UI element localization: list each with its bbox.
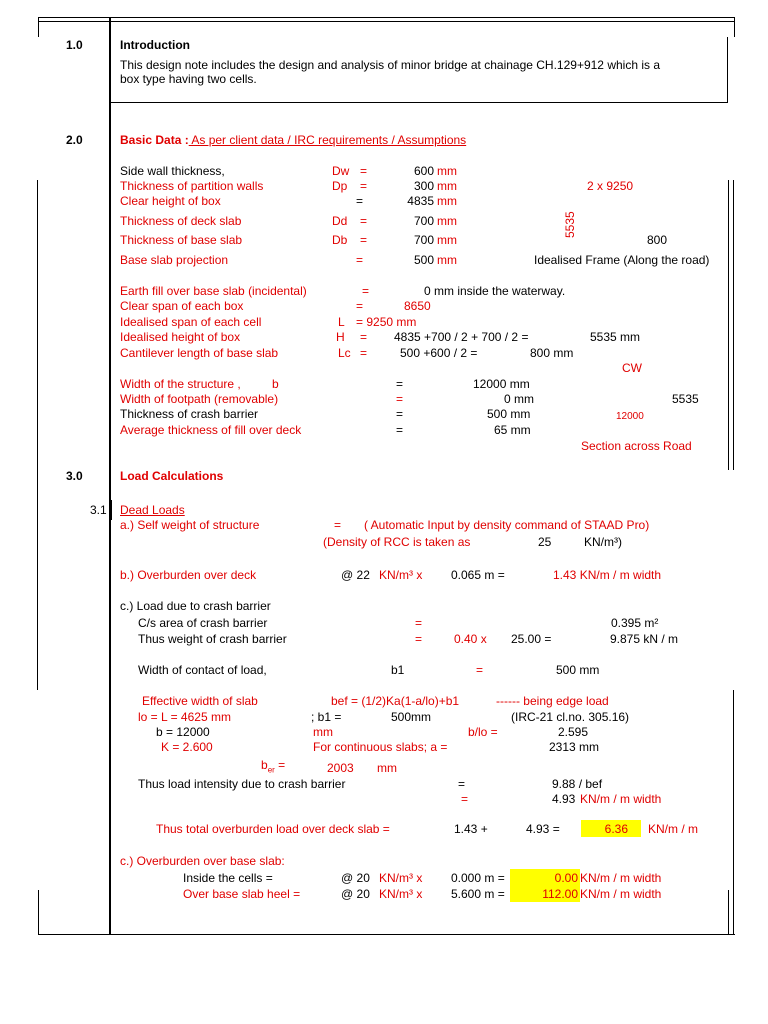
load-intensity-eq-2: = bbox=[461, 792, 469, 806]
row-base-slab-eq: = bbox=[360, 233, 368, 247]
ber-b: b bbox=[261, 758, 268, 772]
row-side-wall-eq: = bbox=[360, 164, 368, 178]
left-border-bottom bbox=[38, 890, 39, 935]
height-eq: = bbox=[360, 330, 368, 344]
row-partition-label: Thickness of partition walls bbox=[120, 179, 264, 193]
crash-barrier-weight-b: 25.00 = bbox=[511, 632, 552, 646]
divider-vertical bbox=[109, 17, 111, 935]
section-3-title: Load Calculations bbox=[120, 469, 224, 483]
base-heel-result-unit: KN/m / m width bbox=[580, 887, 662, 901]
row-partition-unit: mm bbox=[437, 179, 457, 193]
subsection-number: 3.1 bbox=[90, 503, 107, 517]
row-partition-eq: = bbox=[360, 179, 368, 193]
section-caption: Section across Road bbox=[581, 439, 692, 453]
total-overburden-label: Thus total overburden load over deck slab = bbox=[156, 822, 390, 836]
frame-cantilever-label: 800 bbox=[647, 233, 668, 247]
contact-width-symbol: b1 bbox=[391, 663, 405, 677]
contact-width-value: 500 mm bbox=[556, 663, 600, 677]
load-intensity-value: 9.88 / bef bbox=[552, 777, 603, 791]
left-border bbox=[38, 17, 39, 37]
density-value: 25 bbox=[538, 535, 552, 549]
section-2-title bbox=[120, 133, 466, 147]
row-side-wall-value: 600 bbox=[413, 164, 434, 178]
row-base-projection-label: Base slab projection bbox=[120, 253, 229, 267]
inside-cells-result-unit: KN/m / m width bbox=[580, 871, 662, 885]
crash-barrier-weight-result: 9.875 kN / m bbox=[610, 632, 679, 646]
row-clear-height-value: 4835 bbox=[407, 194, 434, 208]
earth-fill-value: 0 mm inside the waterway. bbox=[424, 284, 566, 298]
cw-label: CW bbox=[622, 361, 642, 375]
base-heel-unit: KN/m³ x bbox=[379, 887, 423, 901]
intro-box-right bbox=[727, 37, 728, 103]
height-result: 5535 mm bbox=[590, 330, 641, 344]
crash-barrier-load-label: c.) Load due to crash barrier bbox=[120, 599, 271, 613]
continuous-slab-note: For continuous slabs; a = bbox=[313, 740, 448, 754]
width-structure-eq: = bbox=[396, 377, 404, 391]
section-1-number: 1.0 bbox=[66, 38, 83, 52]
overburden-base-label: c.) Overburden over base slab: bbox=[120, 854, 285, 868]
row-deck-slab-eq: = bbox=[360, 214, 368, 228]
span-symbol: L bbox=[338, 315, 345, 329]
cantilever-label: Cantilever length of base slab bbox=[120, 346, 279, 360]
base-heel-at: @ 20 bbox=[341, 887, 370, 901]
irc-reference: (IRC-21 cl.no. 305.16) bbox=[511, 710, 630, 724]
footpath-label: Width of footpath (removable) bbox=[120, 392, 279, 406]
crash-barrier-thickness-label: Thickness of crash barrier bbox=[120, 407, 259, 421]
inside-cells-at: @ 20 bbox=[341, 871, 370, 885]
contact-width-label: Width of contact of load, bbox=[138, 663, 267, 677]
overburden-deck-unit: KN/m³ x bbox=[379, 568, 423, 582]
row-side-wall-label: Side wall thickness, bbox=[120, 164, 225, 178]
inside-cells-result: 0.00 bbox=[554, 871, 578, 885]
frame-caption: Idealised Frame (Along the road) bbox=[534, 253, 710, 267]
width-structure-symbol: b bbox=[272, 377, 279, 391]
top-rule bbox=[38, 17, 735, 18]
clear-span-value: 8650 bbox=[404, 299, 431, 313]
row-partition-value: 300 bbox=[413, 179, 434, 193]
b-unit: mm bbox=[313, 725, 333, 739]
b-value: b = 12000 bbox=[156, 725, 210, 739]
load-intensity-unit-2: KN/m / m width bbox=[580, 792, 662, 806]
bottom-rule bbox=[38, 934, 735, 935]
row-clear-height-unit: mm bbox=[437, 194, 457, 208]
fill-thickness-label: Average thickness of fill over deck bbox=[120, 423, 302, 437]
total-overburden-a: 1.43 + bbox=[454, 822, 488, 836]
footpath-value: 0 mm bbox=[504, 392, 534, 406]
ber-subscript: er bbox=[267, 765, 275, 775]
section-width-label: 12000 bbox=[616, 411, 644, 422]
b-lo-label: b/lo = bbox=[468, 725, 498, 739]
density-note: (Density of RCC is taken as bbox=[323, 535, 471, 549]
total-overburden-unit: KN/m / m bbox=[648, 822, 698, 836]
base-heel-mult: 5.600 m = bbox=[451, 887, 505, 901]
dead-loads-title: Dead Loads bbox=[120, 503, 185, 517]
cantilever-symbol: Lc bbox=[338, 346, 351, 360]
earth-fill-eq: = bbox=[362, 284, 370, 298]
base-heel-label: Over base slab heel = bbox=[183, 887, 301, 901]
b-lo-value: 2.595 bbox=[558, 725, 589, 739]
earth-fill-label: Earth fill over base slab (incidental) bbox=[120, 284, 307, 298]
total-overburden-result: 6.36 bbox=[604, 822, 628, 836]
width-structure-value: 12000 mm bbox=[473, 377, 530, 391]
row-deck-slab-unit: mm bbox=[437, 214, 457, 228]
section-height-label: 5535 bbox=[672, 392, 699, 406]
dead-load-tick bbox=[109, 500, 112, 520]
basic-data-label: Basic Data : bbox=[120, 133, 189, 147]
intro-box-bottom bbox=[109, 102, 728, 103]
section-3-number: 3.0 bbox=[66, 469, 83, 483]
row-deck-slab-label: Thickness of deck slab bbox=[120, 214, 242, 228]
overburden-deck-at: @ 22 bbox=[341, 568, 370, 582]
crash-barrier-area-label: C/s area of crash barrier bbox=[138, 616, 268, 630]
inside-cells-label: Inside the cells = bbox=[183, 871, 273, 885]
crash-barrier-thickness-value: 500 mm bbox=[487, 407, 531, 421]
edge-load-note: ------ being edge load bbox=[496, 694, 609, 708]
row-base-slab-sym: Db bbox=[332, 233, 348, 247]
row-base-slab-unit: mm bbox=[437, 233, 457, 247]
cantilever-result: 800 mm bbox=[530, 346, 574, 360]
row-side-wall-sym: Dw bbox=[332, 164, 350, 178]
height-symbol: H bbox=[336, 330, 345, 344]
span-value: = 9250 mm bbox=[356, 315, 417, 329]
right-border-top bbox=[734, 17, 735, 37]
overburden-deck-label: b.) Overburden over deck bbox=[120, 568, 257, 582]
intro-paragraph-line-1: This design note includes the design and analysis of minor bridge at chainage CH.129+912 which is a bbox=[120, 58, 660, 72]
right-border-lower bbox=[733, 690, 734, 935]
crash-barrier-weight-eq: = bbox=[415, 632, 423, 646]
crash-barrier-thickness-eq: = bbox=[396, 407, 404, 421]
k-value: K = 2.600 bbox=[161, 740, 213, 754]
top-rule-2 bbox=[38, 21, 735, 22]
width-structure-label: Width of the structure , bbox=[120, 377, 241, 391]
cantilever-expression: 500 +600 / 2 = bbox=[400, 346, 478, 360]
ber-value: 2003 bbox=[327, 761, 354, 775]
section-1-title: Introduction bbox=[120, 38, 190, 52]
lo-value: lo = L = 4625 mm bbox=[138, 710, 231, 724]
right-border-mid2 bbox=[733, 180, 734, 470]
crash-barrier-area-eq: = bbox=[415, 616, 423, 630]
row-clear-height-label: Clear height of box bbox=[120, 194, 221, 208]
row-base-slab-value: 700 bbox=[413, 233, 434, 247]
self-weight-label: a.) Self weight of structure bbox=[120, 518, 260, 532]
footpath-eq: = bbox=[396, 392, 404, 406]
row-partition-sym: Dp bbox=[332, 179, 348, 193]
overburden-deck-result: 1.43 KN/m / m width bbox=[553, 568, 662, 582]
self-weight-note: ( Automatic Input by density command of STAAD Pro) bbox=[364, 518, 650, 532]
right-border-mid bbox=[728, 180, 729, 470]
a-value: 2313 mm bbox=[549, 740, 600, 754]
frame-span-label: 2 x 9250 bbox=[587, 179, 634, 193]
overburden-deck-mult: 0.065 m = bbox=[451, 568, 505, 582]
row-base-slab-label: Thickness of base slab bbox=[120, 233, 243, 247]
effective-width-formula: bef = (1/2)Ka(1-a/lo)+b1 bbox=[331, 694, 460, 708]
fill-thickness-eq: = bbox=[396, 423, 404, 437]
fill-thickness-value: 65 mm bbox=[494, 423, 531, 437]
frame-height-label: 5535 bbox=[563, 211, 577, 238]
crash-barrier-weight-label: Thus weight of crash barrier bbox=[138, 632, 287, 646]
b1-label: ; b1 = bbox=[311, 710, 342, 724]
crash-barrier-area-value: 0.395 m² bbox=[611, 616, 659, 630]
row-base-projection-value: 500 bbox=[413, 253, 434, 267]
clear-span-label: Clear span of each box bbox=[120, 299, 244, 313]
height-expression: 4835 +700 / 2 + 700 / 2 = bbox=[394, 330, 529, 344]
total-overburden-b: 4.93 = bbox=[526, 822, 560, 836]
load-intensity-value-2: 4.93 bbox=[552, 792, 576, 806]
load-intensity-eq: = bbox=[458, 777, 466, 791]
load-intensity-label: Thus load intensity due to crash barrier bbox=[138, 777, 346, 791]
left-border-lower bbox=[37, 180, 38, 690]
row-base-projection-eq: = bbox=[356, 253, 364, 267]
inside-cells-unit: KN/m³ x bbox=[379, 871, 423, 885]
crash-barrier-weight-a: 0.40 x bbox=[454, 632, 487, 646]
section-2-number: 2.0 bbox=[66, 133, 83, 147]
base-heel-result: 112.00 bbox=[542, 887, 578, 901]
height-label: Idealised height of box bbox=[120, 330, 241, 344]
self-weight-eq: = bbox=[334, 518, 342, 532]
row-clear-height-eq: = bbox=[356, 194, 364, 208]
row-deck-slab-sym: Dd bbox=[332, 214, 348, 228]
intro-paragraph-line-2: box type having two cells. bbox=[120, 72, 257, 86]
right-border-lower2 bbox=[728, 890, 729, 935]
inside-cells-mult: 0.000 m = bbox=[451, 871, 505, 885]
density-unit: KN/m³) bbox=[584, 535, 622, 549]
span-label: Idealised span of each cell bbox=[120, 315, 262, 329]
b1-value: 500mm bbox=[391, 710, 432, 724]
row-deck-slab-value: 700 bbox=[413, 214, 434, 228]
ber-label bbox=[261, 758, 285, 777]
row-side-wall-unit: mm bbox=[437, 164, 457, 178]
ber-unit: mm bbox=[377, 761, 397, 775]
clear-span-eq: = bbox=[356, 299, 364, 313]
ber-eq: = bbox=[274, 758, 286, 772]
basic-data-subtitle: As per client data / IRC requirements / Assumptions bbox=[188, 133, 467, 147]
cantilever-eq: = bbox=[360, 346, 368, 360]
effective-width-label: Effective width of slab bbox=[142, 694, 258, 708]
row-base-projection-unit: mm bbox=[437, 253, 457, 267]
contact-width-eq: = bbox=[476, 663, 484, 677]
